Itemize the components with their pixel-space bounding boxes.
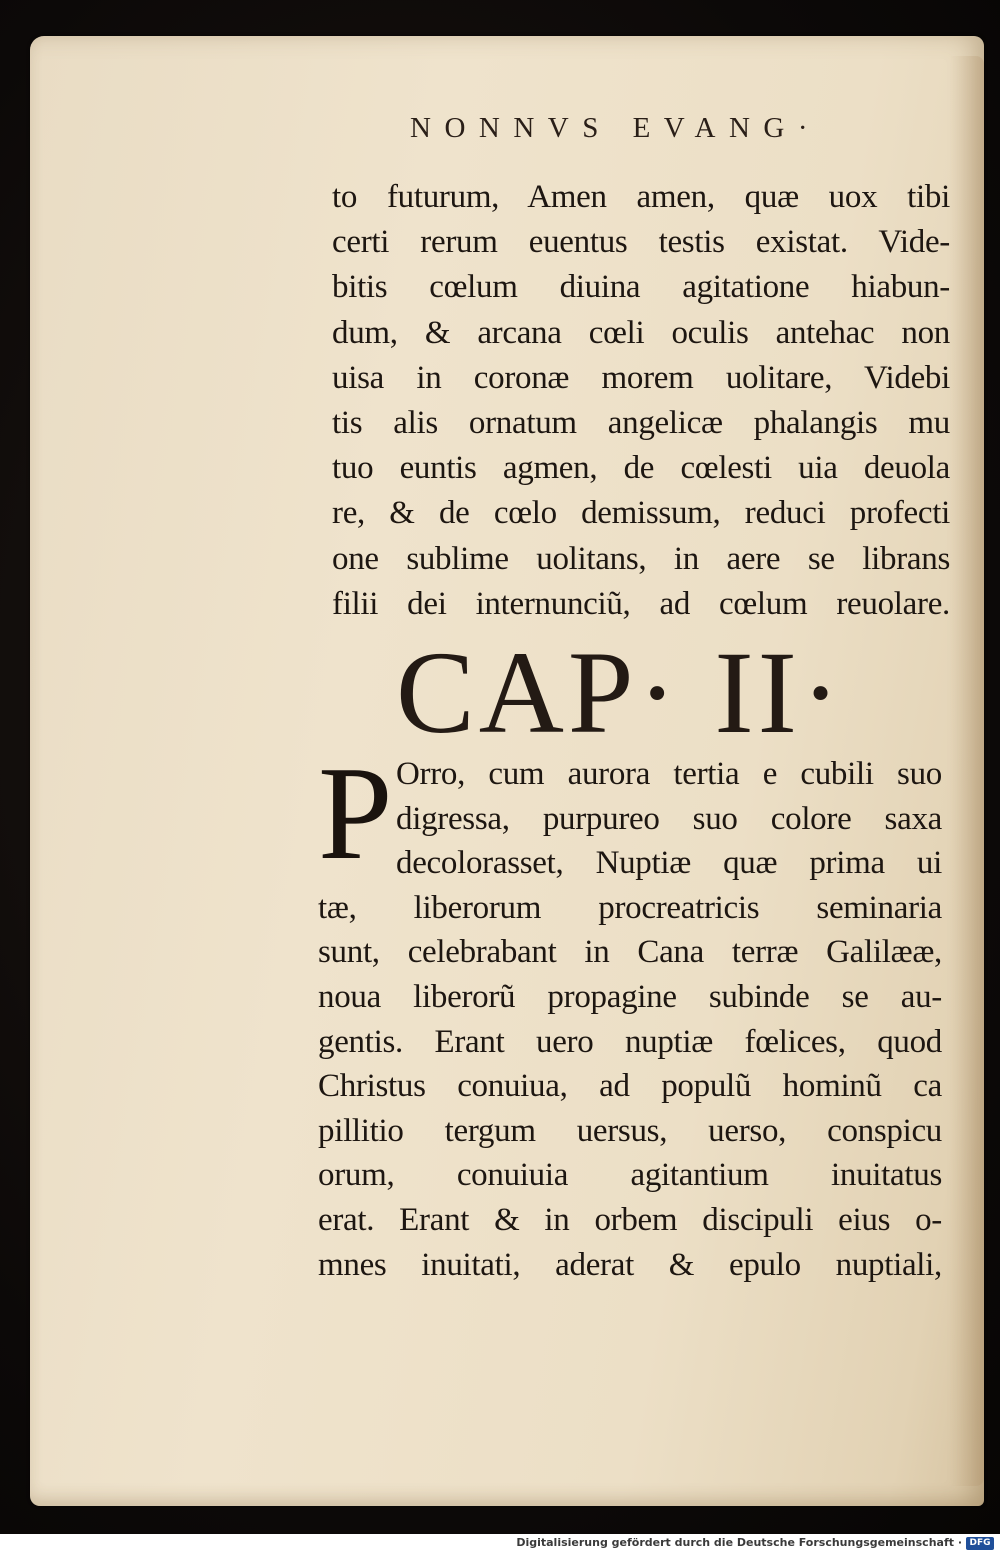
text-line: tæ, liberorum procreatricis seminaria: [318, 889, 942, 926]
text-line: to futurum, Amen amen, quæ uox tibi: [332, 179, 950, 215]
text-line: bitis cœlum diuina agitatione hiabun-: [332, 269, 950, 306]
text-line: decolorasset, Nuptiæ quæ prima ui: [396, 845, 942, 882]
text-line: noua liberorũ propagine subinde se au-: [318, 978, 942, 1015]
dfg-logo: DFG: [966, 1537, 994, 1550]
text-line: Orro, cum aurora tertia e cubili suo: [396, 756, 942, 792]
text-line: re, & de cœlo demissum, reduci profecti: [332, 495, 950, 532]
chapter-text: [318, 739, 942, 1287]
text-line: certi rerum euentus testis existat. Vide-: [332, 224, 950, 261]
text-line: orum, conuiuia agitantium inuitatus: [318, 1157, 942, 1194]
text-line: pillitio tergum uersus, uerso, conspicu: [318, 1112, 942, 1149]
passage-text: [332, 175, 950, 627]
text-line: erat. Erant & in orbem discipuli eius o-: [318, 1201, 942, 1238]
text-line: mnes inuitati, aderat & epulo nuptiali,: [318, 1246, 942, 1283]
footer-credit: Digitalisierung gefördert durch die Deutsche Forschungsgemeinschaft ·: [516, 1536, 962, 1549]
text-line: filii dei internunciũ, ad cœlum reuolare.: [332, 585, 950, 622]
running-head: NONNVS EVANG·: [410, 112, 821, 144]
text-line: gentis. Erant uero nuptiæ fœlices, quod: [318, 1023, 942, 1060]
text-line: Christus conuiua, ad populũ hominũ ca: [318, 1068, 942, 1105]
drop-cap: P: [318, 739, 393, 887]
text-line: digressa, purpureo suo colore saxa: [396, 800, 942, 837]
text-line: tis alis ornatum angelicæ phalangis mu: [332, 404, 950, 441]
chapter-heading: CAP· II·: [396, 627, 845, 758]
page-edge-shading: [950, 56, 984, 1486]
text-line: one sublime uolitans, in aere se librans: [332, 540, 950, 577]
text-line: uisa in coronæ morem uolitare, Videbi: [332, 359, 950, 396]
text-line: dum, & arcana cœli oculis antehac non: [332, 314, 950, 351]
text-line: tuo euntis agmen, de cœlesti uia deuola: [332, 450, 950, 487]
text-line: sunt, celebrabant in Cana terræ Galilææ,: [318, 934, 942, 971]
